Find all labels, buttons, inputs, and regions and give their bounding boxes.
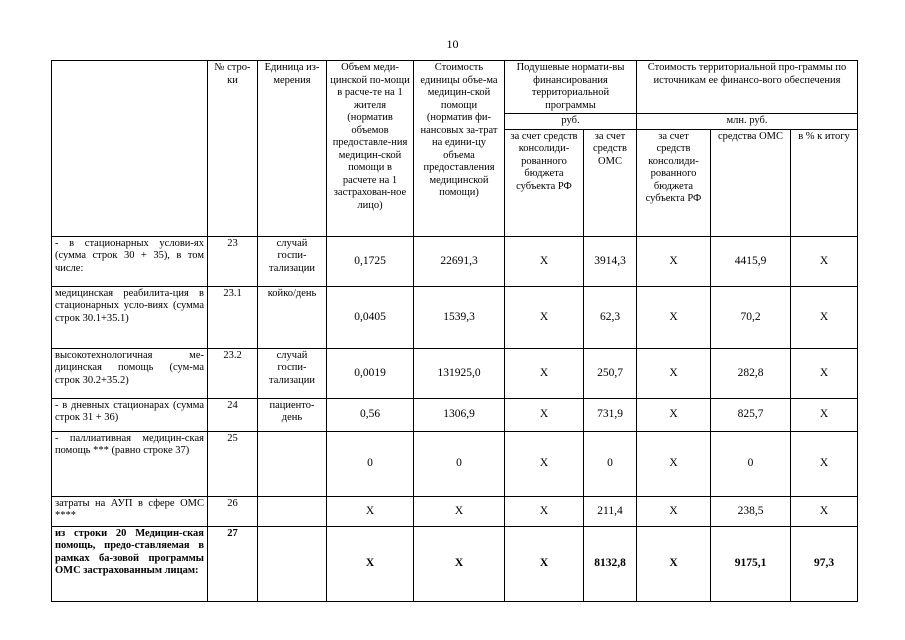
row-name: медицинская реабилита-ция в стационарных усло-виях (сумма строк 30.1+35.1) (52, 286, 208, 348)
row-pc-budget: X (505, 398, 584, 431)
header-tc-pct: в % к итогу (791, 129, 858, 236)
row-unit (258, 431, 327, 496)
row-unit: случай госпи-тализации (258, 236, 327, 286)
row-pc-budget: X (505, 236, 584, 286)
row-tc-budget: X (637, 286, 711, 348)
header-row-no: № стро-ки (208, 61, 258, 237)
row-pc-oms: 62,3 (584, 286, 637, 348)
row-tc-pct: X (791, 236, 858, 286)
row-cost: 22691,3 (414, 236, 505, 286)
row-pc-budget: X (505, 526, 584, 601)
row-unit: случай госпи-тализации (258, 348, 327, 398)
header-pc-budget: за счет средств консолиди-рованного бюджета субъекта РФ (505, 129, 584, 236)
financing-table (51, 60, 858, 602)
row-tc-budget: X (637, 236, 711, 286)
row-number: 24 (208, 398, 258, 431)
table-row (52, 348, 858, 398)
row-pc-oms: 0 (584, 431, 637, 496)
row-volume: 0,1725 (327, 236, 414, 286)
row-tc-pct: X (791, 286, 858, 348)
row-tc-oms: 238,5 (711, 496, 791, 526)
row-volume: 0,0405 (327, 286, 414, 348)
header-per-capita: Подушевые нормати-вы финансирования территориальной программы (505, 61, 637, 114)
table-row (52, 286, 858, 348)
row-cost: 0 (414, 431, 505, 496)
table-row (52, 236, 858, 286)
header-mln-rub: млн. руб. (637, 114, 858, 130)
row-tc-oms: 282,8 (711, 348, 791, 398)
row-pc-budget: X (505, 431, 584, 496)
row-volume: X (327, 496, 414, 526)
row-cost: 131925,0 (414, 348, 505, 398)
row-volume: 0,56 (327, 398, 414, 431)
row-volume: X (327, 526, 414, 601)
table-row (52, 526, 858, 601)
row-cost: 1306,9 (414, 398, 505, 431)
page-number: 10 (446, 37, 459, 51)
row-pc-budget: X (505, 496, 584, 526)
row-unit (258, 496, 327, 526)
header-rub: руб. (505, 114, 637, 130)
header-cost: Стоимость единицы объе-ма медицин-ской помощи (норматив фи-нансовых за-трат на едини-цу объема предоставления медицинской помощи) (414, 61, 505, 237)
row-tc-budget: X (637, 348, 711, 398)
row-number: 26 (208, 496, 258, 526)
row-tc-pct: X (791, 496, 858, 526)
header-empty (52, 61, 208, 237)
row-volume: 0 (327, 431, 414, 496)
row-volume: 0,0019 (327, 348, 414, 398)
row-tc-oms: 70,2 (711, 286, 791, 348)
header-tc-oms: средства ОМС (711, 129, 791, 236)
header-unit: Единица из-мерения (258, 61, 327, 237)
row-number: 23 (208, 236, 258, 286)
row-cost: X (414, 526, 505, 601)
row-pc-oms: 8132,8 (584, 526, 637, 601)
row-pc-oms: 250,7 (584, 348, 637, 398)
row-tc-budget: X (637, 496, 711, 526)
row-number: 23.2 (208, 348, 258, 398)
row-unit: пациенто-день (258, 398, 327, 431)
row-unit: койко/день (258, 286, 327, 348)
header-program-cost: Стоимость территориальной про-граммы по источникам ее финансо-вого обеспечения (637, 61, 858, 114)
row-cost: X (414, 496, 505, 526)
row-tc-pct: X (791, 398, 858, 431)
row-tc-oms: 0 (711, 431, 791, 496)
row-name: - в дневных стационарах (сумма строк 31 + 36) (52, 398, 208, 431)
row-pc-budget: X (505, 348, 584, 398)
row-number: 25 (208, 431, 258, 496)
row-tc-budget: X (637, 431, 711, 496)
row-pc-budget: X (505, 286, 584, 348)
table-row (52, 398, 858, 431)
row-tc-pct: X (791, 431, 858, 496)
header-tc-budget: за счет средств консолиди-рованного бюджета субъекта РФ (637, 129, 711, 236)
row-name: затраты на АУП в сфере ОМС **** (52, 496, 208, 526)
table-row (52, 431, 858, 496)
row-name: - в стационарных услови-ях (сумма строк 30 + 35), в том числе: (52, 236, 208, 286)
table-row (52, 496, 858, 526)
header-row-1 (52, 61, 858, 114)
row-tc-pct: X (791, 348, 858, 398)
header-pc-oms: за счет средств ОМС (584, 129, 637, 236)
row-unit (258, 526, 327, 601)
row-tc-budget: X (637, 398, 711, 431)
row-tc-oms: 9175,1 (711, 526, 791, 601)
row-name: высокотехнологичная ме-дицинская помощь (сум-ма строк 30.2+35.2) (52, 348, 208, 398)
row-tc-oms: 825,7 (711, 398, 791, 431)
row-number: 23.1 (208, 286, 258, 348)
row-name: из строки 20 Медицин-ская помощь, предо-ставляемая в рамках ба-зовой программы ОМС застрахованным лицам: (52, 526, 208, 601)
row-tc-budget: X (637, 526, 711, 601)
row-name: - паллиативная медицин-ская помощь *** (равно строке 37) (52, 431, 208, 496)
header-volume: Объем меди-цинской по-мощи в расче-те на 1 жителя (норматив объемов предоставле-ния медицин-ской помощи в расчете на 1 застрахован-ное лицо) (327, 61, 414, 237)
row-pc-oms: 211,4 (584, 496, 637, 526)
row-tc-pct: 97,3 (791, 526, 858, 601)
row-pc-oms: 3914,3 (584, 236, 637, 286)
row-number: 27 (208, 526, 258, 601)
row-cost: 1539,3 (414, 286, 505, 348)
row-pc-oms: 731,9 (584, 398, 637, 431)
row-tc-oms: 4415,9 (711, 236, 791, 286)
